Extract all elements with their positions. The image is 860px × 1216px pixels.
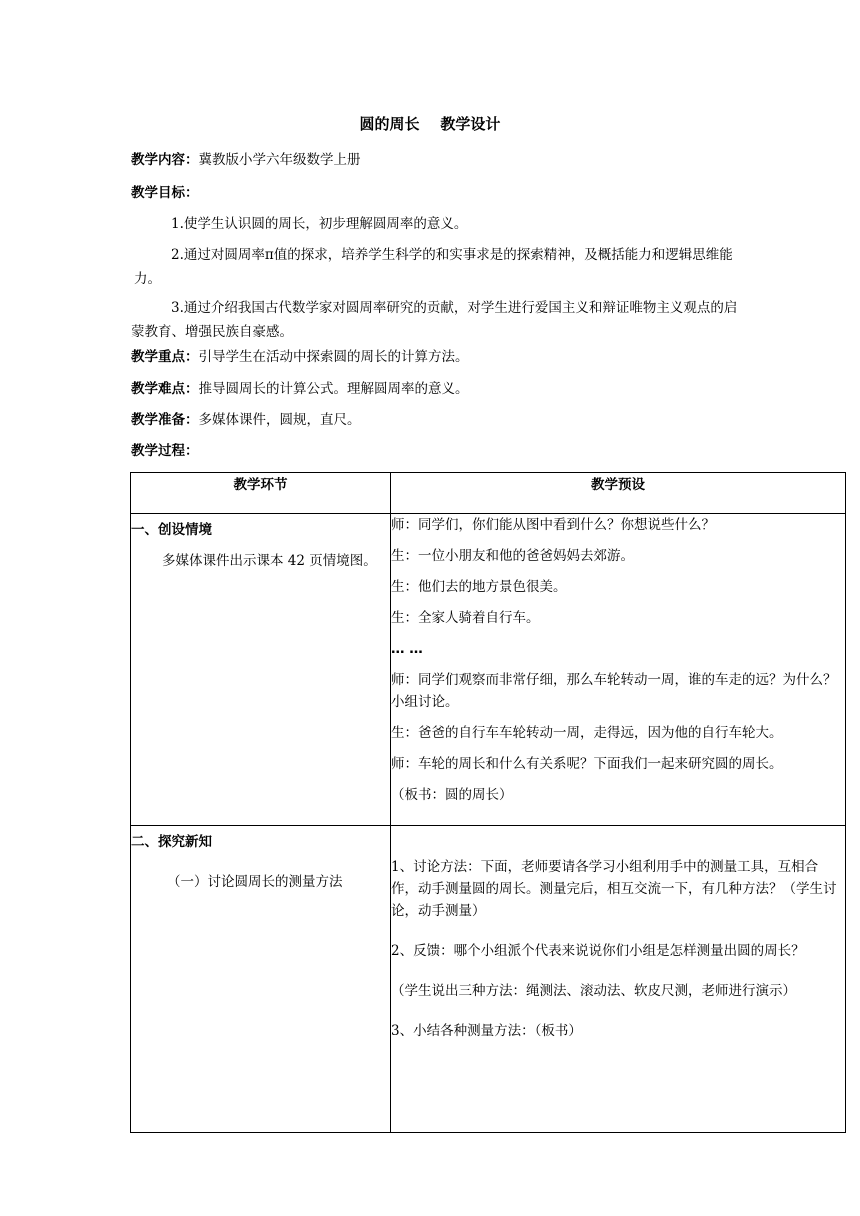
section-detail: 多媒体课件出示课本 42 页情境图。 (162, 553, 377, 569)
plan-line: 师：同学们观察而非常仔细，那么车轮转动一周，谁的车走的远？为什么？小组讨论。 (391, 672, 837, 710)
difficulty-text: 推导圆周长的计算公式。理解圆周率的意义。 (198, 381, 469, 397)
plan-cell (391, 514, 846, 826)
plan-line: 2、反馈：哪个小组派个代表来说说你们小组是怎样测量出圆的周长？ (391, 943, 805, 959)
preparation-text: 多媒体课件，圆规，直尺。 (198, 412, 361, 428)
table-header-row (131, 473, 846, 514)
stage-cell (131, 826, 391, 1133)
key-point-label: 教学重点： (131, 349, 199, 365)
plan-cell (391, 826, 846, 1133)
key-point-text: 引导学生在活动中探索圆的周长的计算方法。 (198, 349, 469, 365)
process-label: 教学过程： (131, 443, 199, 459)
goal-item-1: 1.使学生认识圆的周长，初步理解圆周率的意义。 (171, 216, 468, 232)
key-point-line (131, 345, 751, 369)
page-title: 圆的周长 教学设计 (359, 115, 501, 133)
plan-line: 3、小结各种测量方法：（板书） (391, 1023, 582, 1039)
section-title: 一、创设情境 (131, 522, 212, 538)
plan-line: 师：车轮的周长和什么有关系呢？下面我们一起来研究圆的周长。 (391, 756, 783, 772)
plan-line: … … (391, 641, 423, 657)
preparation-line (131, 408, 751, 432)
table-row (131, 514, 846, 826)
section-title: 二、探究新知 (131, 834, 212, 850)
difficulty-label: 教学难点： (131, 381, 199, 397)
plan-line: 师：同学们，你们能从图中看到什么？你想说些什么？ (391, 517, 715, 533)
section-detail: （一）讨论圆周长的测量方法 (167, 874, 343, 890)
process-table (130, 472, 846, 1133)
stage-cell (131, 514, 391, 826)
plan-line: 生：爸爸的自行车车轮转动一周，走得远，因为他的自行车轮大。 (391, 725, 783, 741)
content-line (131, 148, 751, 172)
header-stage: 教学环节 (131, 473, 391, 514)
goal-item-3: 3.通过介绍我国古代数学家对圆周率研究的贡献，对学生进行爱国主义和辩证唯物主义观点的启蒙教育、增强民族自豪感。 (131, 300, 738, 340)
plan-line: 生：全家人骑着自行车。 (391, 610, 540, 626)
preparation-label: 教学准备： (131, 412, 199, 428)
plan-line: 生：一位小朋友和他的爸爸妈妈去郊游。 (391, 548, 634, 564)
table-row (131, 826, 846, 1133)
difficulty-line (131, 377, 751, 401)
plan-line: 生：他们去的地方景色很美。 (391, 579, 567, 595)
plan-line: （学生说出三种方法：绳测法、滚动法、软皮尺测，老师进行演示） (391, 983, 796, 999)
goal-item-2: 2.通过对圆周率π值的探求，培养学生科学的和实事求是的探索精神，及概括能力和逻辑思维能力。 (134, 247, 733, 287)
header-plan: 教学预设 (391, 473, 846, 514)
plan-line: 1、讨论方法：下面，老师要请各学习小组利用手中的测量工具，互相合作，动手测量圆的周长。测量完后，相互交流一下，有几种方法？（学生讨论，动手测量） (391, 859, 837, 919)
goals-label: 教学目标： (131, 185, 199, 201)
content-text: 冀教版小学六年级数学上册 (198, 152, 361, 168)
plan-line: （板书：圆的周长） (391, 787, 513, 803)
content-label: 教学内容： (131, 152, 199, 168)
